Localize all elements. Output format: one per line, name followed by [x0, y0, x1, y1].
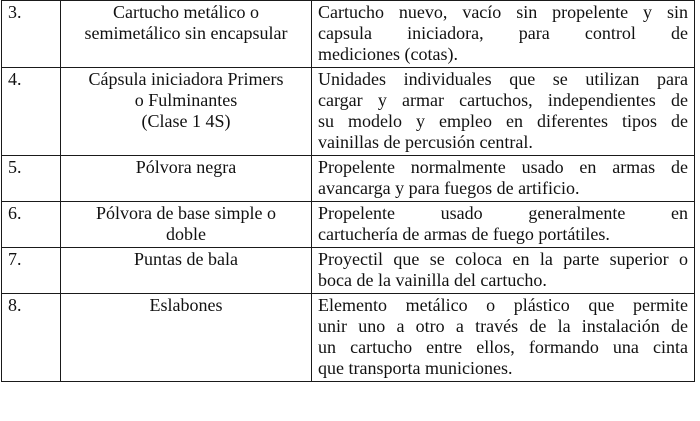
description-line: vainillas de percusión central.	[318, 132, 533, 152]
row-number: 4.	[2, 68, 61, 156]
description-cell	[312, 294, 695, 382]
row-number: 5.	[2, 156, 61, 202]
row-number: 8.	[2, 294, 61, 382]
term-line: Pólvora de base simple o	[96, 203, 276, 223]
description-line: cartuchería de armas de fuego portátiles.	[318, 224, 610, 244]
description-cell	[312, 156, 695, 202]
row-number: 6.	[2, 202, 61, 248]
description-cell	[312, 202, 695, 248]
description-line: su modelo y empleo en diferentes tipos de	[318, 111, 688, 131]
row-number: 7.	[2, 248, 61, 294]
term-cell	[61, 202, 312, 248]
description-line: Propelente normalmente usado en armas de	[318, 157, 688, 177]
term-line: Cápsula iniciadora Primers	[88, 69, 284, 89]
description-line: unir uno a otro a través de la instalación de	[318, 316, 688, 336]
description-cell	[312, 248, 695, 294]
description-line: mediciones (cotas).	[318, 44, 458, 64]
table-row	[2, 294, 695, 382]
term-line: Puntas de bala	[134, 249, 238, 269]
description-cell	[312, 1, 695, 68]
definitions-table	[1, 0, 695, 382]
description-line: avancarga y para fuegos de artificio.	[318, 178, 580, 198]
term-line: (Clase 1 4S)	[141, 111, 231, 131]
term-line: Cartucho metálico o	[113, 2, 259, 22]
term-cell	[61, 68, 312, 156]
table-row	[2, 156, 695, 202]
description-line: Elemento metálico o plástico que permite	[318, 295, 688, 315]
description-line: Unidades individuales que se utilizan para	[318, 69, 688, 89]
description-line: Proyectil que se coloca en la parte superior o	[318, 249, 688, 269]
term-line: semimetálico sin encapsular	[84, 23, 288, 43]
term-line: Eslabones	[149, 295, 223, 315]
term-line: doble	[166, 224, 206, 244]
table-row	[2, 202, 695, 248]
table-body	[2, 1, 695, 382]
description-line: boca de la vainilla del cartucho.	[318, 270, 547, 290]
table-row	[2, 1, 695, 68]
description-line: Cartucho nuevo, vacío sin propelente y sin	[318, 2, 688, 22]
term-cell	[61, 248, 312, 294]
description-line: que transporta municiones.	[318, 358, 513, 378]
row-number: 3.	[2, 1, 61, 68]
term-cell	[61, 294, 312, 382]
term-cell	[61, 156, 312, 202]
description-line: capsula iniciadora, para control de	[318, 23, 688, 43]
term-line: o Fulminantes	[134, 90, 238, 110]
description-cell	[312, 68, 695, 156]
description-line: un cartucho entre ellos, formando una cinta	[318, 337, 688, 357]
description-line: cargar y armar cartuchos, independientes de	[318, 90, 688, 110]
term-line: Pólvora negra	[135, 157, 237, 177]
table-row	[2, 68, 695, 156]
term-cell	[61, 1, 312, 68]
table-row	[2, 248, 695, 294]
description-line: Propelente usado generalmente en	[318, 203, 688, 223]
